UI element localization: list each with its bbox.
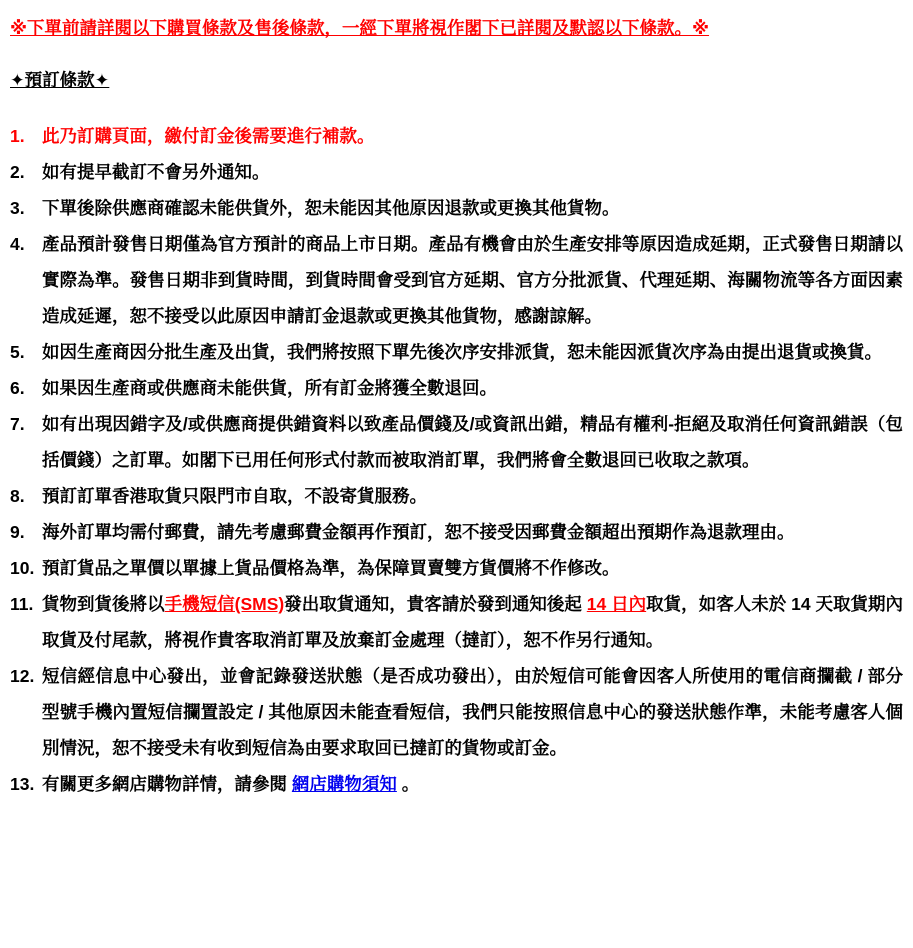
page-title: ※下單前請詳閱以下購買條款及售後條款，一經下單將視作閣下已詳閱及默認以下條款。※ bbox=[10, 18, 710, 38]
shop-guide-link[interactable]: 網店購物須知 bbox=[291, 774, 397, 794]
term-text: 如有出現因錯字及/或供應商提供錯資料以致產品價錢及/或資訊出錯，精品有權利-拒絕及取消任何資訊錯誤（包括價錢）之訂單。如閣下已用任何形式付款而被取消訂單，我們將會全數退回已收取之款項。 bbox=[42, 414, 903, 470]
pickup-deadline-highlight: 14 日內 bbox=[586, 594, 647, 614]
term-item-7 bbox=[10, 406, 903, 478]
term-text: 海外訂單均需付郵費，請先考慮郵費金額再作預訂，恕不接受因郵費金額超出預期作為退款理由。 bbox=[42, 522, 795, 542]
term-text: 如果因生產商或供應商未能供貨，所有訂金將獲全數退回。 bbox=[42, 378, 497, 398]
term-number: 3. bbox=[10, 198, 25, 218]
term-text: 短信經信息中心發出，並會記錄發送狀態（是否成功發出），由於短信可能會因客人所使用的電信商攔截 / 部分型號手機內置短信攔置設定 / 其他原因未能查看短信，我們只能按照信息中心的發送狀態作準，未能考慮客人個別情況，恕不接受未有收到短信為由要求取回已撻訂的貨物或訂金。 bbox=[42, 666, 903, 758]
term-text: 此乃訂購頁面，繳付訂金後需要進行補款。 bbox=[42, 126, 375, 146]
term-text: 貨物到貨後將以手機短信(SMS)發出取貨通知，貴客請於發到通知後起 14 日內取貨，如客人未於 14 天取貨期內取貨及付尾款，將視作貴客取消訂單及放棄訂金處理（撻訂），恕不作另行通知。 bbox=[42, 594, 903, 650]
term-item-5 bbox=[10, 334, 903, 370]
term-number: 9. bbox=[10, 522, 25, 542]
term-text: 如有提早截訂不會另外通知。 bbox=[42, 162, 270, 182]
term-text: 下單後除供應商確認未能供貨外，恕未能因其他原因退款或更換其他貨物。 bbox=[42, 198, 620, 218]
term-text: 如因生產商因分批生產及出貨，我們將按照下單先後次序安排派貨，恕未能因派貨次序為由提出退貨或換貨。 bbox=[42, 342, 882, 362]
term-number: 1. bbox=[10, 126, 25, 146]
term-item-10 bbox=[10, 550, 903, 586]
term-number: 7. bbox=[10, 414, 25, 434]
term-item-4 bbox=[10, 226, 903, 334]
term-number: 8. bbox=[10, 486, 25, 506]
section-header-preorder-terms: ✦預訂條款✦ bbox=[10, 70, 110, 90]
term-text: 預訂訂單香港取貨只限門市自取，不設寄貨服務。 bbox=[42, 486, 427, 506]
term-item-3 bbox=[10, 190, 903, 226]
term-item-6 bbox=[10, 370, 903, 406]
term-item-13 bbox=[10, 766, 903, 802]
term-text: 有關更多網店購物詳情，請參閱 網店購物須知 。 bbox=[42, 774, 420, 794]
term-item-1 bbox=[10, 118, 903, 154]
term-number: 11. bbox=[10, 594, 34, 614]
term-number: 5. bbox=[10, 342, 25, 362]
terms-list bbox=[10, 118, 903, 802]
sms-notice-highlight: 手機短信(SMS) bbox=[164, 594, 285, 614]
term-item-8 bbox=[10, 478, 903, 514]
term-number: 12. bbox=[10, 666, 35, 686]
term-number: 2. bbox=[10, 162, 25, 182]
term-number: 13. bbox=[10, 774, 35, 794]
term-number: 6. bbox=[10, 378, 25, 398]
term-item-9 bbox=[10, 514, 903, 550]
term-item-12 bbox=[10, 658, 903, 766]
term-item-11 bbox=[10, 586, 903, 658]
term-number: 4. bbox=[10, 234, 25, 254]
term-item-2 bbox=[10, 154, 903, 190]
term-number: 10. bbox=[10, 558, 35, 578]
term-text: 預訂貨品之單價以單據上貨品價格為準，為保障買賣雙方貨價將不作修改。 bbox=[42, 558, 620, 578]
term-text: 產品預計發售日期僅為官方預計的商品上市日期。產品有機會由於生產安排等原因造成延期，正式發售日期請以實際為準。發售日期非到貨時間，到貨時間會受到官方延期、官方分批派貨、代理延期、海關物流等各方面因素造成延遲，恕不接受以此原因申請訂金退款或更換其他貨物，感謝諒解。 bbox=[42, 234, 903, 326]
